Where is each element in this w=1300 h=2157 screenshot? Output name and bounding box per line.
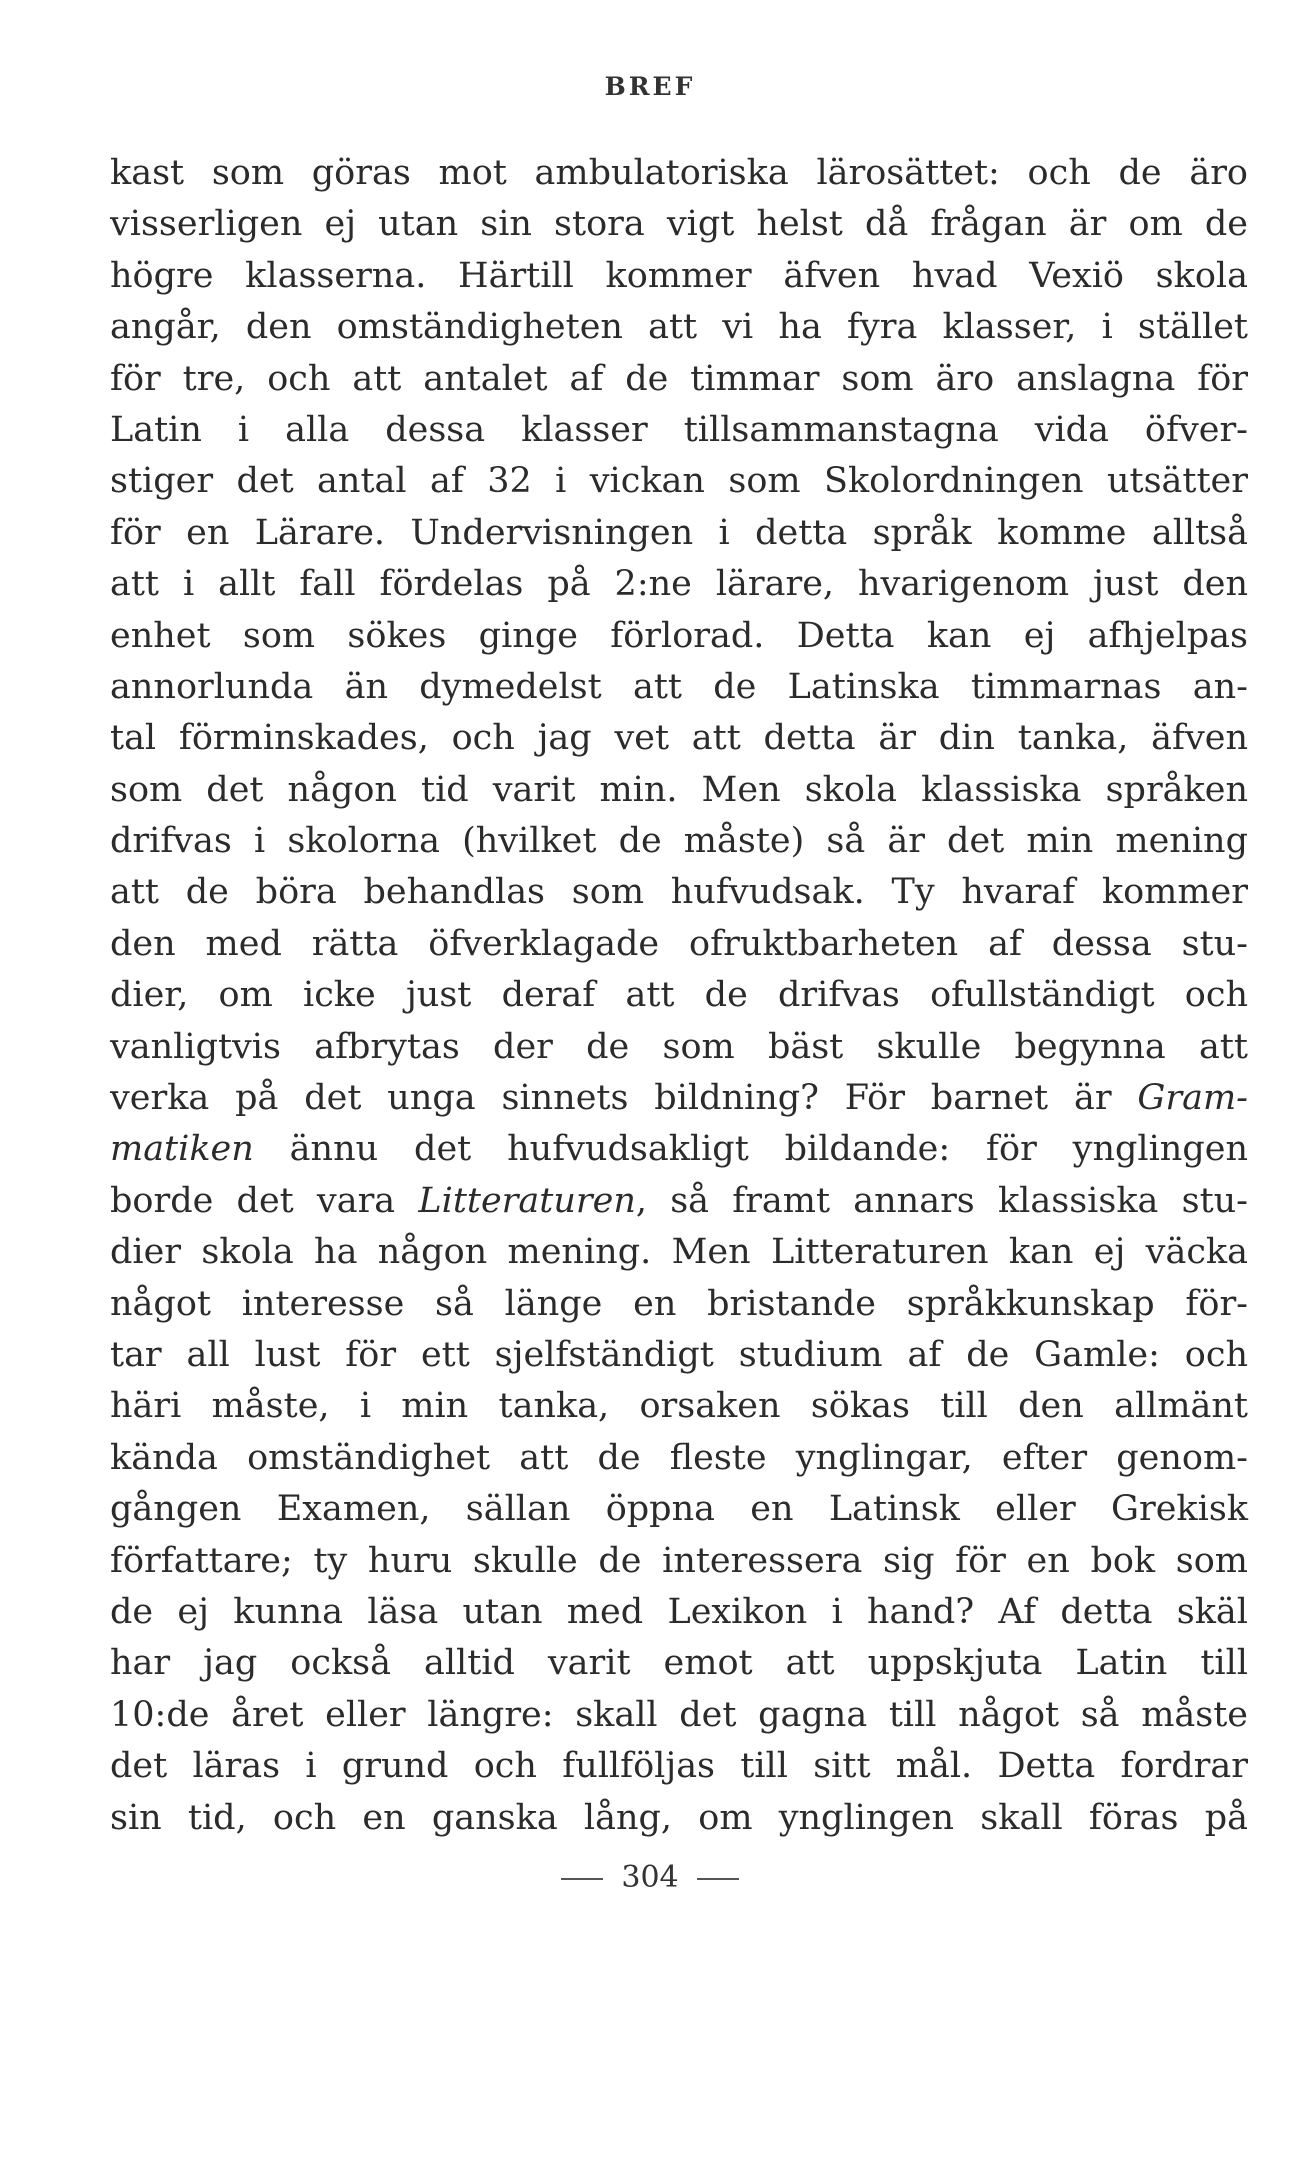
body-text — [110, 148, 1248, 1844]
text-line: dier skola ha någon mening. Men Litteraturen kan ej väcka — [110, 1232, 1248, 1273]
text-line — [110, 1124, 1248, 1175]
italic-title: matiken — [110, 1129, 254, 1170]
text-line: stiger det antal af 32 i vickan som Skolordningen utsätter — [110, 461, 1248, 502]
text-line: har jag också alltid varit emot att uppskjuta Latin till — [110, 1643, 1248, 1684]
text-line: högre klasserna. Härtill kommer äfven hvad Vexiö skola — [110, 255, 1248, 296]
page-number — [0, 1860, 1300, 1895]
text-line: för tre, och att antalet af de timmar som äro anslagna för — [110, 358, 1248, 399]
text-line: gången Examen, sällan öppna en Latinsk eller Grekisk — [110, 1489, 1248, 1530]
text-line: att de böra behandlas som hufvudsak. Ty hvaraf kommer — [110, 872, 1248, 913]
italic-title: Litteraturen — [418, 1180, 636, 1221]
text-line: kast som göras mot ambulatoriska lärosättet: och de äro — [110, 153, 1248, 193]
text-line: tar all lust för ett sjelfständigt studium af de Gamle: och — [110, 1334, 1248, 1375]
text-line: enhet som sökes ginge förlorad. Detta kan ej afhjelpas — [110, 615, 1248, 656]
text-line: något interesse så länge en bristande språkkunskap för- — [110, 1283, 1248, 1324]
text-line: att i allt fall fördelas på 2:ne lärare, hvarigenom just den — [110, 564, 1248, 605]
text-line: Latin i alla dessa klasser tillsammanstagna vida öfver- — [110, 409, 1248, 450]
running-head: BREF — [604, 72, 696, 101]
text-line: kända omständighet att de fleste ynglingar, efter genom- — [110, 1437, 1248, 1478]
page-number-value: 304 — [621, 1860, 679, 1895]
text-segment: borde det vara — [110, 1180, 419, 1221]
dash-left — [561, 1878, 603, 1880]
text-segment: , så framt annars klassiska stu- — [635, 1180, 1249, 1221]
text-segment: verka på det unga sinnets bildning? För barnet är — [110, 1078, 1138, 1119]
text-line: 10:de året eller längre: skall det gagna till något så måste — [110, 1694, 1248, 1735]
text-line: annorlunda än dymedelst att de Latinska timmarnas an- — [110, 666, 1248, 707]
text-line: författare; ty huru skulle de interessera sig för en bok som — [110, 1540, 1248, 1581]
text-line: den med rätta öfverklagade ofruktbarheten af dessa stu- — [110, 923, 1248, 964]
text-line: visserligen ej utan sin stora vigt helst då frågan är om de — [110, 204, 1248, 245]
text-line: tal förminskades, och jag vet att detta är din tanka, äfven — [110, 718, 1248, 759]
text-line: de ej kunna läsa utan med Lexikon i hand? Af detta skäl — [110, 1591, 1248, 1632]
text-line — [110, 1176, 1248, 1227]
text-line: drifvas i skolorna (hvilket de måste) så är det min mening — [110, 821, 1248, 862]
text-line: det läras i grund och fullföljas till sitt mål. Detta fordrar — [110, 1746, 1248, 1787]
text-line: vanligtvis afbrytas der de som bäst skulle begynna att — [110, 1026, 1248, 1067]
text-line: för en Lärare. Undervisningen i detta språk komme alltså — [110, 512, 1248, 553]
text-line: dier, om icke just deraf att de drifvas ofullständigt och — [110, 975, 1248, 1016]
text-line: häri måste, i min tanka, orsaken sökas till den allmänt — [110, 1386, 1248, 1427]
text-line: som det någon tid varit min. Men skola klassiska språken — [110, 769, 1248, 810]
italic-title: Gram- — [1137, 1078, 1248, 1119]
text-segment: ännu det hufvudsakligt bildande: för ynglingen — [253, 1129, 1248, 1170]
dash-right — [697, 1878, 739, 1880]
text-line — [110, 1073, 1248, 1124]
text-line: angår, den omständigheten att vi ha fyra klasser, i stället — [110, 307, 1248, 348]
text-line: sin tid, och en ganska lång, om ynglingen skall föras på — [110, 1797, 1248, 1838]
